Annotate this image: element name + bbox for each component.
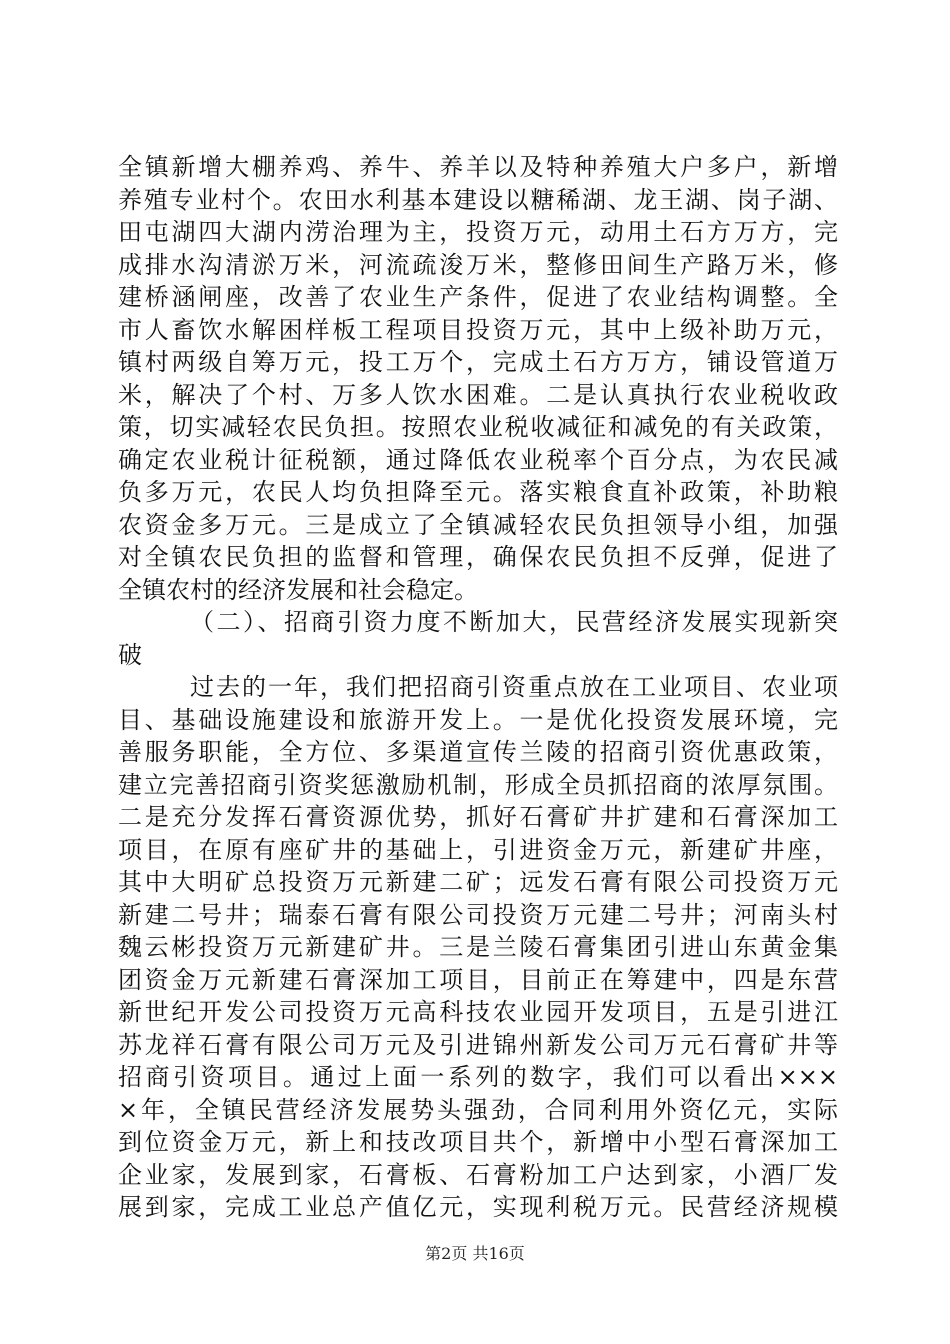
document-body — [118, 151, 838, 1224]
body-line: ×年，全镇民营经济发展势头强劲，合同利用外资亿元，实际 — [118, 1095, 838, 1124]
section-heading: （二）、招商引资力度不断加大，民营经济发展实现新突 — [190, 608, 838, 636]
body-line: 到位资金万元，新上和技改项目共个，新增中小型石膏深加工 — [118, 1128, 838, 1156]
body-line: 全镇农村的经济发展和社会稳定。 — [118, 575, 478, 604]
page-number-footer: 第2页 共16页 — [425, 1244, 525, 1263]
body-line: 新建二号井；瑞泰石膏有限公司投资万元建二号井；河南头村 — [118, 900, 838, 929]
body-line: 田屯湖四大湖内涝治理为主，投资万元，动用土石方万方，完 — [118, 218, 838, 246]
body-line: 团资金万元新建石膏深加工项目，目前正在筹建中，四是东营 — [118, 965, 838, 994]
body-line: 目、基础设施建设和旅游开发上。一是优化投资发展环境，完 — [118, 705, 838, 734]
body-line: 农资金多万元。三是成立了全镇减轻农民负担领导小组，加强 — [118, 510, 838, 539]
body-line: 负多万元，农民人均负担降至元。落实粮食直补政策，补助粮 — [118, 478, 838, 506]
body-line: 展到家，完成工业总产值亿元，实现利税万元。民营经济规模 — [118, 1193, 838, 1221]
body-line: 苏龙祥石膏有限公司万元及引进锦州新发公司万元石膏矿井等 — [118, 1030, 838, 1059]
body-line: 确定农业税计征税额，通过降低农业税率个百分点，为农民减 — [118, 445, 838, 474]
body-line: 魏云彬投资万元新建矿井。三是兰陵石膏集团引进山东黄金集 — [118, 933, 838, 961]
body-line: 新世纪开发公司投资万元高科技农业园开发项目，五是引进江 — [118, 998, 838, 1026]
body-line: 市人畜饮水解困样板工程项目投资万元，其中上级补助万元， — [118, 315, 838, 344]
body-line: 对全镇农民负担的监督和管理，确保农民负担不反弹，促进了 — [118, 543, 838, 571]
body-line: 成排水沟清淤万米，河流疏浚万米，整修田间生产路万米，修 — [118, 250, 838, 279]
body-line: 二是充分发挥石膏资源优势，抓好石膏矿井扩建和石膏深加工 — [118, 803, 838, 831]
body-line: 招商引资项目。通过上面一系列的数字，我们可以看出××× — [118, 1063, 838, 1091]
body-line: 养殖专业村个。农田水利基本建设以糖稀湖、龙王湖、岗子湖、 — [118, 185, 838, 214]
body-line: 策，切实减轻农民负担。按照农业税收减征和减免的有关政策， — [118, 413, 838, 441]
body-line: 米，解决了个村、万多人饮水困难。二是认真执行农业税收政 — [118, 380, 838, 409]
body-line: 过去的一年，我们把招商引资重点放在工业项目、农业项 — [190, 673, 838, 701]
body-line: 项目，在原有座矿井的基础上，引进资金万元，新建矿井座， — [118, 835, 838, 864]
body-line: 善服务职能，全方位、多渠道宣传兰陵的招商引资优惠政策， — [118, 738, 838, 766]
body-line: 企业家，发展到家，石膏板、石膏粉加工户达到家，小酒厂发 — [118, 1160, 838, 1189]
body-line: 镇村两级自筹万元，投工万个，完成土石方万方，铺设管道万 — [118, 348, 838, 376]
body-line: 全镇新增大棚养鸡、养牛、养羊以及特种养殖大户多户，新增 — [118, 153, 838, 181]
body-line: 建立完善招商引资奖惩激励机制，形成全员抓招商的浓厚氛围。 — [118, 770, 838, 799]
body-line: 建桥涵闸座，改善了农业生产条件，促进了农业结构调整。全 — [118, 283, 838, 311]
body-line: 其中大明矿总投资万元新建二矿；远发石膏有限公司投资万元 — [118, 868, 838, 896]
section-heading: 破 — [118, 640, 142, 669]
